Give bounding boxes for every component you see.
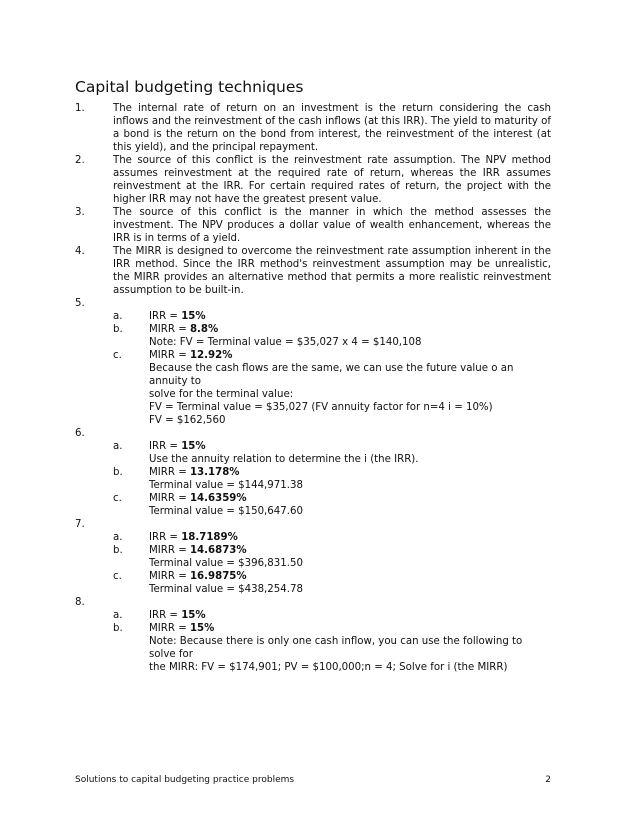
result-value: 16.9875% <box>189 571 247 582</box>
item-number: 1. <box>75 103 85 114</box>
note-text: Because the cash flows are the same, we can use the future value o an annuity to <box>149 363 514 387</box>
sub-item: a. IRR = 18.7189% <box>113 532 238 543</box>
note-text: Note: Because there is only one cash inflow, you can use the following to solve for <box>149 636 523 660</box>
list-item <box>75 297 551 310</box>
note-text: FV = $162,560 <box>149 415 226 426</box>
item-number: 6. <box>75 428 85 439</box>
result-value: 12.92% <box>189 350 233 361</box>
item-text: The source of this conflict is the reinvestment rate assumption. The NPV method assumes reinvestment at the required rate of return, whereas the IRR assumes reinvestment at the IRR. For certain required rates of return, the project with the higher IRR may not have the greatest present value. <box>113 155 551 205</box>
sub-item: c. MIRR = 12.92% Because the cash flows are the same, we can use the future value o an annuity to solve for the terminal value: FV = Terminal value = $35,027 (FV annuity factor for n=4 i = 10%) FV = $162,560 <box>113 349 551 427</box>
result-value: 15% <box>181 610 206 621</box>
item-number: 3. <box>75 207 85 218</box>
footer-title: Solutions to capital budgeting practice problems <box>75 775 295 785</box>
sub-item: b. MIRR = 13.178% Terminal value = $144,971.38 <box>113 466 551 492</box>
item-text: The MIRR is designed to overcome the reinvestment rate assumption inherent in the IRR method. Since the IRR method's reinvestment assumption may be unrealistic, the MIRR provides an alternative method that permits a more realistic reinvestment assumption to be built-in. <box>113 246 551 296</box>
note-text: Use the annuity relation to determine the i (the IRR). <box>149 454 419 465</box>
list-item <box>75 245 551 297</box>
note-text: solve for the terminal value: <box>149 389 294 400</box>
note-text: Terminal value = $144,971.38 <box>149 480 303 491</box>
result-value: 8.8% <box>189 324 219 335</box>
note-text: Note: FV = Terminal value = $35,027 x 4 = $140,108 <box>149 337 422 348</box>
item-number: 4. <box>75 246 85 257</box>
result-value: 14.6873% <box>189 545 247 556</box>
page-number: 2 <box>545 775 551 785</box>
item-text: The internal rate of return on an investment is the return considering the cash inflows and the reinvestment of the cash inflows (at this IRR). The yield to maturity of a bond is the return on the bond from interest, the reinvestment of the interest (at this yield), and the principal repayment. <box>113 103 551 153</box>
sub-item: b. MIRR = 8.8% Note: FV = Terminal value = $35,027 x 4 = $140,108 <box>113 323 551 349</box>
sub-item: c. MIRR = 16.9875% Terminal value = $438,254.78 <box>113 570 551 596</box>
sub-item: a. IRR = 15% <box>113 311 206 322</box>
note-text: the MIRR: FV = $174,901; PV = $100,000;n = 4; Solve for i (the MIRR) <box>149 662 508 673</box>
result-value: 15% <box>181 311 206 322</box>
item-number: 7. <box>75 519 85 530</box>
result-value: 14.6359% <box>189 493 247 504</box>
sub-item: b. MIRR = 15% Note: Because there is only one cash inflow, you can use the following to solve for the MIRR: FV = $174,901; PV = $100,000;n = 4; Solve for i (the MIRR) <box>113 622 551 674</box>
list-item <box>75 596 551 609</box>
note-text: Terminal value = $150,647.60 <box>149 506 303 517</box>
list-item <box>75 427 551 440</box>
note-text: Terminal value = $396,831.50 <box>149 558 303 569</box>
note-text: FV = Terminal value = $35,027 (FV annuity factor for n=4 i = 10%) <box>149 402 493 413</box>
note-text: Terminal value = $438,254.78 <box>149 584 303 595</box>
result-value: 18.7189% <box>181 532 238 543</box>
result-value: 15% <box>189 623 215 634</box>
page-footer <box>75 775 551 785</box>
item-text: The source of this conflict is the manner in which the method assesses the investment. The NPV produces a dollar value of wealth enhancement, whereas the IRR is in terms of a yield. <box>113 207 551 244</box>
sub-item: c. MIRR = 14.6359% Terminal value = $150,647.60 <box>113 492 551 518</box>
sub-item: a. IRR = 15% Use the annuity relation to determine the i (the IRR). <box>113 440 551 466</box>
sub-item: b. MIRR = 14.6873% Terminal value = $396,831.50 <box>113 544 551 570</box>
page-title: Capital budgeting techniques <box>75 78 304 96</box>
answer-list <box>75 102 551 674</box>
list-item <box>75 518 551 531</box>
sub-item: a. IRR = 15% <box>113 610 206 621</box>
result-value: 13.178% <box>189 467 240 478</box>
item-number: 2. <box>75 155 85 166</box>
list-item <box>75 154 551 206</box>
list-item <box>75 102 551 154</box>
list-item <box>75 206 551 245</box>
item-number: 5. <box>75 298 85 309</box>
item-number: 8. <box>75 597 85 608</box>
result-value: 15% <box>181 441 206 452</box>
